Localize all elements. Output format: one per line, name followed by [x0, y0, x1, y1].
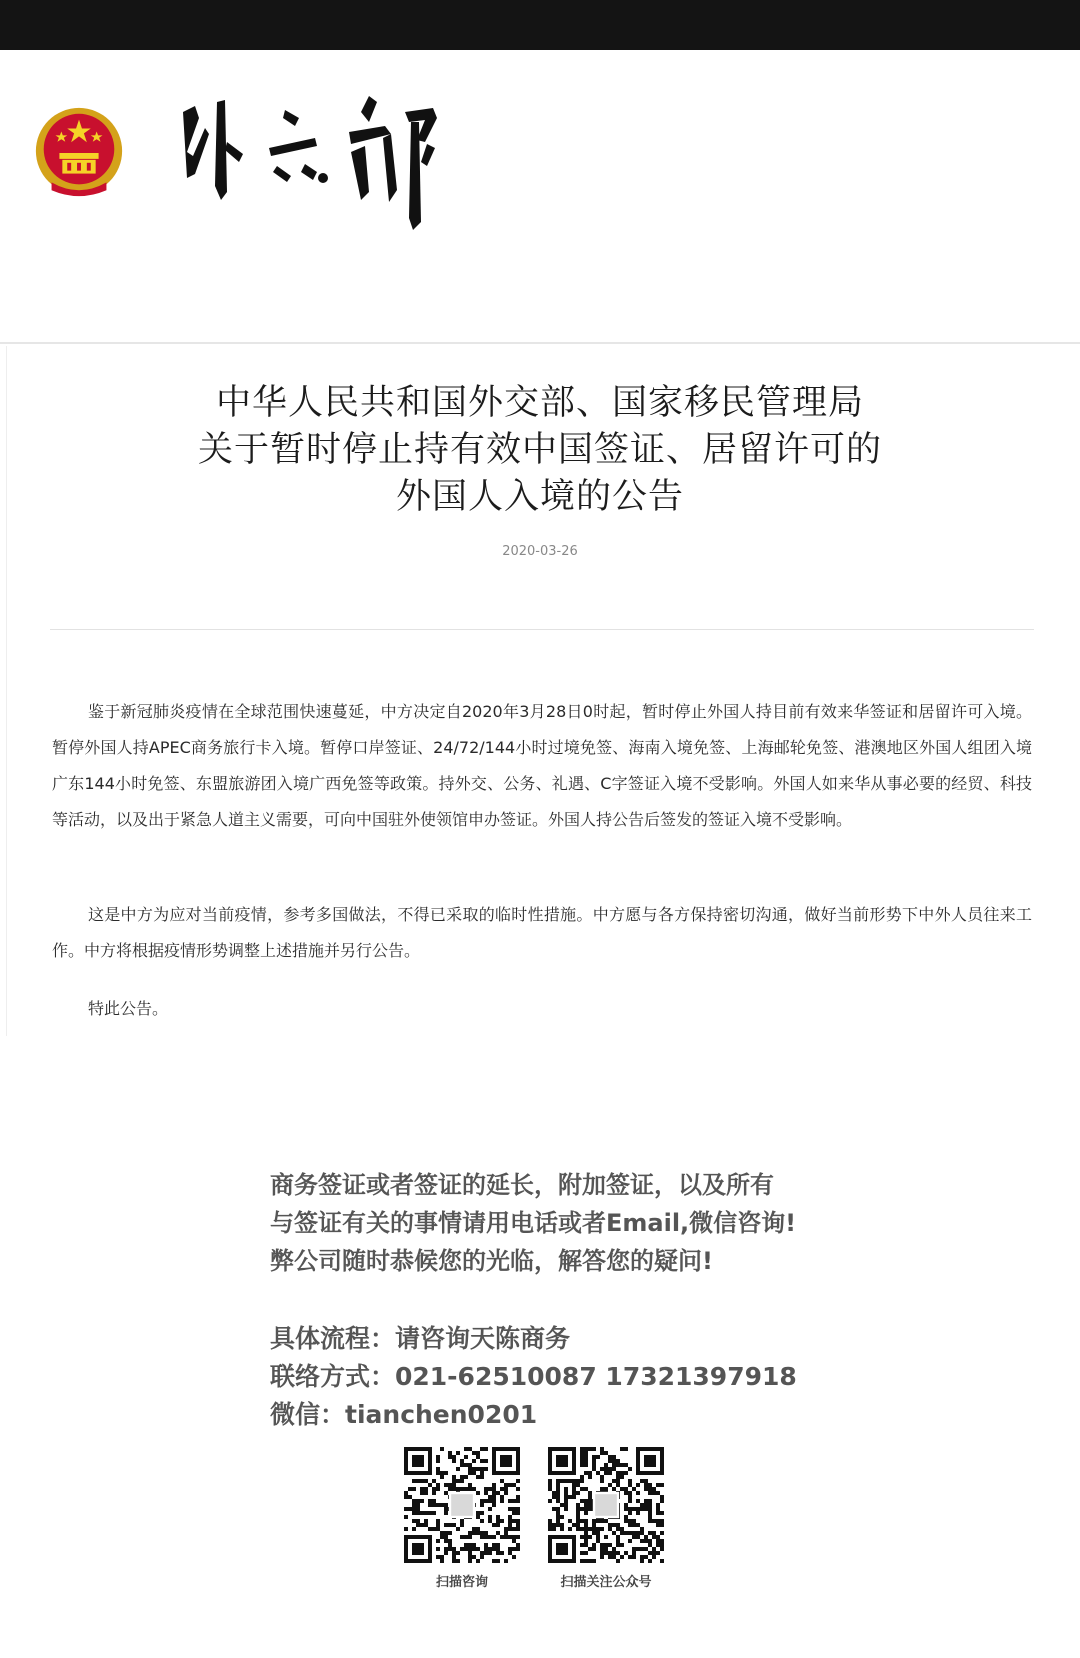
national-emblem-icon	[30, 104, 128, 202]
article-title-line-2: 关于暂时停止持有效中国签证、居留许可的	[197, 430, 882, 470]
promo-message	[270, 1166, 830, 1280]
header-divider	[0, 342, 1080, 344]
content-divider	[50, 629, 1034, 630]
article-title-line-3: 外国人入境的公告	[395, 477, 684, 517]
contact-process: 具体流程：请咨询天陈商务	[270, 1324, 571, 1353]
article-title-line-1: 中华人民共和国外交部、国家移民管理局	[215, 383, 864, 423]
article-paragraph-3: 特此公告。	[88, 999, 169, 1018]
promo-line-1: 商务签证或者签证的延长，附加签证，以及所有	[270, 1171, 774, 1199]
qr-consult[interactable]	[402, 1447, 522, 1590]
contact-wechat[interactable]: 微信：tianchen0201	[270, 1400, 538, 1429]
qr-code-icon[interactable]	[548, 1447, 664, 1563]
qr-follow-caption: 扫描关注公众号	[560, 1575, 652, 1590]
article-paragraph-2: 这是中方为应对当前疫情，参考多国做法，不得已采取的临时性措施。中方愿与各方保持密切沟通，做好当前形势下中外人员往来工作。中方将根据疫情形势调整上述措施并另行公告。	[52, 905, 1032, 960]
qr-code-icon[interactable]	[404, 1447, 520, 1563]
top-bar	[0, 0, 1080, 50]
article-paragraph-1: 鉴于新冠肺炎疫情在全球范围快速蔓延，中方决定自2020年3月28日0时起，暂时停止外国人持目前有效来华签证和居留许可入境。暂停外国人持APEC商务旅行卡入境。暂停口岸签证、24/72/144小时过境免签、海南入境免签、上海邮轮免签、港澳地区外国人组团入境广东144小时免签、东盟旅游团入境广西免签等政策。持外交、公务、礼遇、C字签证入境不受影响。外国人如来华从事必要的经贸、科技等活动，以及出于紧急人道主义需要，可向中国驻外使领馆申办签证。外国人持公告后签发的签证入境不受影响。	[52, 702, 1032, 829]
contact-info	[270, 1320, 830, 1434]
promo-line-3: 弊公司随时恭候您的光临，解答您的疑问!	[270, 1247, 713, 1275]
ministry-calligraphy-logo	[165, 82, 455, 232]
qr-consult-caption: 扫描咨询	[435, 1575, 488, 1590]
qr-follow[interactable]	[546, 1447, 666, 1590]
header-band	[0, 50, 1080, 342]
promo-line-2: 与签证有关的事情请用电话或者Email,微信咨询!	[270, 1209, 797, 1237]
contact-phone[interactable]: 联络方式：021-62510087 17321397918	[270, 1362, 797, 1391]
publish-date: 2020-03-26	[502, 544, 578, 559]
